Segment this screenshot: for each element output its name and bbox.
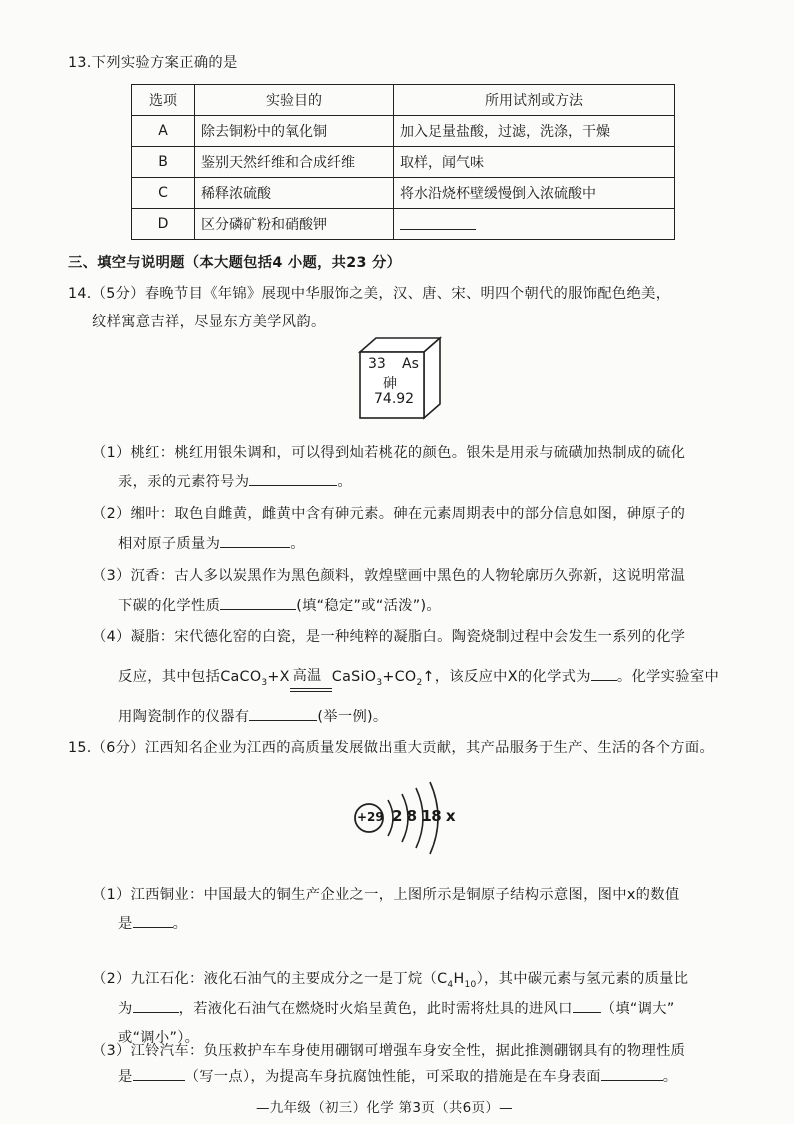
q14-part3-line1: （3）沉香：古人多以炭黑作为黑色颜料，敦煌壁画中黑色的人物轮廓历久弥新，这说明常温 bbox=[92, 568, 686, 584]
section-heading: 三、填空与说明题（本大题包括4 小题，共23 分） bbox=[68, 255, 402, 271]
answer-blank[interactable] bbox=[249, 706, 317, 721]
element-name: 砷 bbox=[383, 376, 397, 392]
row-d-purpose: 区分磷矿粉和硝酸钾 bbox=[195, 209, 394, 240]
q14-part3-line2: 下碳的化学性质 (填“稳定”或“活泼”)。 bbox=[118, 595, 441, 615]
q14-part4-line3: 用陶瓷制作的仪器有 (举一例)。 bbox=[118, 706, 388, 726]
element-number: 33 bbox=[368, 356, 386, 372]
header-method: 所用试剂或方法 bbox=[394, 85, 675, 116]
q13-title: 13.下列实验方案正确的是 bbox=[68, 55, 238, 71]
q14-part1-line1: （1）桃红：桃红用银朱调和，可以得到灿若桃花的颜色。银朱是用汞与硫磺加热制成的硫化 bbox=[92, 445, 686, 461]
answer-blank[interactable] bbox=[133, 913, 173, 928]
reaction-condition: 高温 bbox=[292, 668, 322, 684]
row-b-purpose: 鉴别天然纤维和合成纤维 bbox=[195, 147, 394, 178]
answer-blank[interactable] bbox=[400, 215, 476, 230]
q13-table bbox=[131, 84, 675, 240]
row-c-purpose: 稀释浓硫酸 bbox=[195, 178, 394, 209]
table-row bbox=[132, 178, 675, 209]
q14-part2-line1: （2）缃叶：取色自雌黄，雌黄中含有砷元素。砷在元素周期表中的部分信息如图，砷原子的 bbox=[92, 506, 686, 522]
element-symbol: As bbox=[402, 356, 419, 372]
answer-blank[interactable] bbox=[220, 595, 296, 610]
table-row bbox=[132, 209, 675, 240]
nucleus-charge: +29 bbox=[357, 810, 384, 824]
page-footer: —九年级（初三）化学 第3页（共6页）— bbox=[256, 1100, 513, 1116]
table-row bbox=[132, 147, 675, 178]
q15-intro: 15.（6分）江西知名企业为江西的高质量发展做出重大贡献，其产品服务于生产、生活的各个方面。 bbox=[68, 740, 715, 756]
row-d-method bbox=[394, 209, 675, 240]
electron-shells: 2 8 18 x bbox=[392, 807, 456, 825]
row-a-purpose: 除去铜粉中的氧化铜 bbox=[195, 116, 394, 147]
row-b-method: 取样，闻气味 bbox=[394, 147, 675, 178]
q15-part2-line1: （2）九江石化：液化石油气的主要成分之一是丁烷$(C_4H_{10})$，其中碳元素与氢元素的质量比 bbox=[92, 971, 689, 990]
row-a-option: A bbox=[132, 116, 195, 147]
q14-intro-line2: 纹样寓意吉祥，尽显东方美学风韵。 bbox=[92, 314, 326, 330]
header-option: 选项 bbox=[132, 85, 195, 116]
answer-blank[interactable] bbox=[591, 666, 617, 681]
q15-part3-line1: （3）江铃汽车：负压救护车车身使用硼钢可增强车身安全性，据此推测硼钢具有的物理性质 bbox=[92, 1043, 686, 1059]
q15-part3-line2: 是 （写一点），为提高车身抗腐蚀性能，可采取的措施是在车身表面 。 bbox=[118, 1066, 677, 1086]
answer-blank[interactable] bbox=[133, 1066, 185, 1081]
row-a-method: 加入足量盐酸，过滤，洗涤，干燥 bbox=[394, 116, 675, 147]
q14-part4-line1: （4）凝脂：宋代德化窑的白瓷，是一种纯粹的凝脂白。陶瓷烧制过程中会发生一系列的化学 bbox=[92, 629, 686, 645]
q14-part1-line2: 汞，汞的元素符号为 。 bbox=[118, 471, 352, 491]
q15-part1-line2: 是 。 bbox=[118, 913, 187, 933]
row-c-option: C bbox=[132, 178, 195, 209]
q14-part2-line2: 相对原子质量为 。 bbox=[118, 533, 305, 553]
q15-part2-line2: 为 ，若液化石油气在燃烧时火焰呈黄色，此时需将灶具的进风口 （填“调大” bbox=[118, 998, 675, 1018]
answer-blank[interactable] bbox=[249, 471, 337, 486]
answer-blank[interactable] bbox=[601, 1066, 663, 1081]
row-c-method: 将水沿烧杯壁缓慢倒入浓硫酸中 bbox=[394, 178, 675, 209]
header-purpose: 实验目的 bbox=[195, 85, 394, 116]
row-b-option: B bbox=[132, 147, 195, 178]
q14-part4-line2: 反应，其中包括CaCO$_3$+X 高温 $CaSiO_3+CO_2↑$，该反应中X的化学式为 。化学实验室中 bbox=[118, 666, 719, 688]
q15-part1-line1: （1）江西铜业：中国最大的铜生产企业之一，上图所示是铜原子结构示意图，图中x的数值 bbox=[92, 887, 680, 903]
arsenic-element-tile bbox=[354, 332, 446, 422]
answer-blank[interactable] bbox=[133, 998, 179, 1013]
table-row bbox=[132, 116, 675, 147]
chemical-equation: CaCO$_3$+X 高温 $CaSiO_3+CO_2↑$ bbox=[220, 669, 435, 685]
answer-blank[interactable] bbox=[573, 998, 601, 1013]
answer-blank[interactable] bbox=[220, 533, 290, 548]
q15-part2-line3: 或“调小”）。 bbox=[118, 1030, 200, 1046]
row-d-option: D bbox=[132, 209, 195, 240]
table-header-row bbox=[132, 85, 675, 116]
element-mass: 74.92 bbox=[374, 391, 415, 407]
q14-intro-line1: 14.（5分）春晚节目《年锦》展现中华服饰之美，汉、唐、宋、明四个朝代的服饰配色绝美， bbox=[68, 286, 671, 302]
